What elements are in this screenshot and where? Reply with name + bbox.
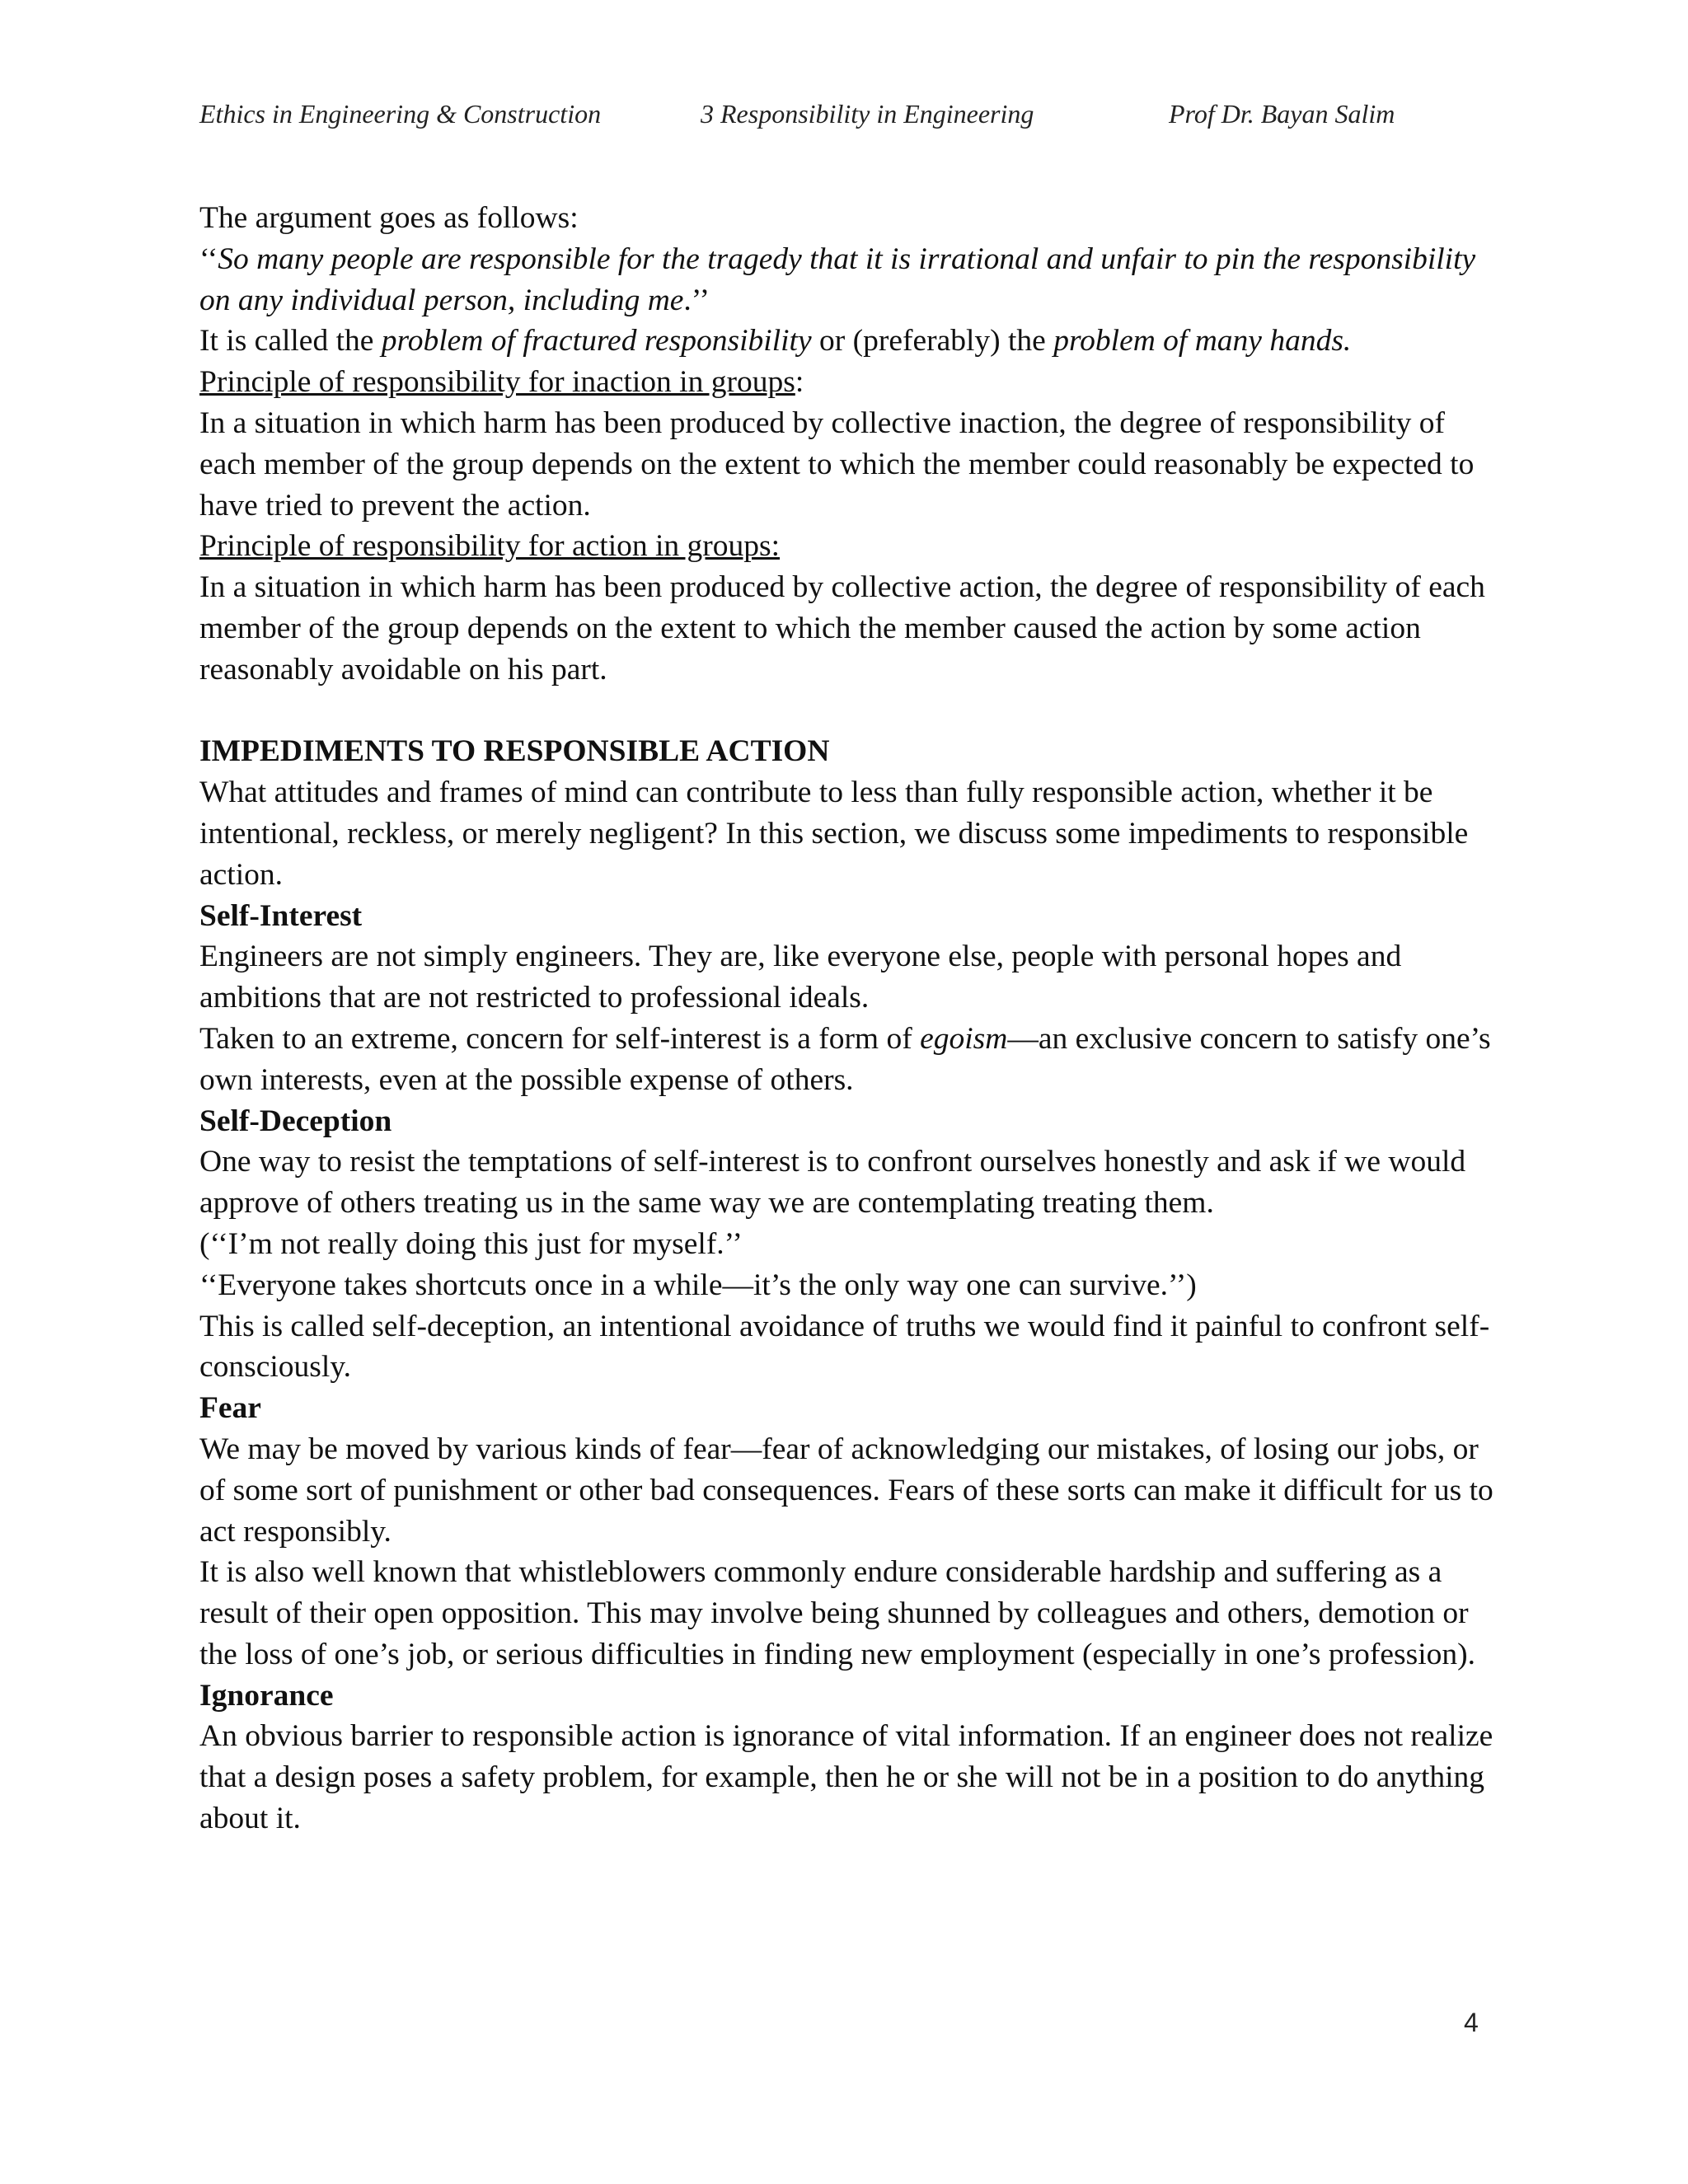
running-header — [199, 99, 1485, 135]
header-course-title: Ethics in Engineering & Construction — [199, 99, 602, 129]
self-deception-paragraph-1: One way to resist the temptations of self-interest is to confront ourselves honestly and ask if we would approve of others treating us in the same way we are contemplating treating them. — [199, 1145, 1466, 1221]
self-deception-quote-1: (‘‘I’m not really doing this just for myself.’’ — [199, 1226, 743, 1261]
impediments-text: What attitudes and frames of mind can contribute to less than fully responsible action, whether it be intentional, reckless, or merely negligent? In this section, we discuss some impediments to responsible action. — [199, 776, 1469, 892]
ignorance-paragraph-1: An obvious barrier to responsible action is ignorance of vital information. If an engineer does not realize that a design poses a safety problem, for example, then he or she will not be in a position to do anything about it. — [199, 1719, 1493, 1836]
argument-quote — [199, 239, 1502, 321]
subheading-self-deception: Self-Deception — [199, 1104, 392, 1138]
fear-paragraph-1: We may be moved by various kinds of fear—fear of acknowledging our mistakes, of losing our jobs, or of some sort of punishment or other bad consequences. Fears of these sorts can make it difficult for us to act responsibly. — [199, 1432, 1493, 1549]
problem-naming-mid: or (preferably) the — [811, 324, 1054, 359]
principle-inaction-title — [199, 362, 1502, 403]
subheading-self-interest: Self-Interest — [199, 898, 363, 933]
page-number: 4 — [1464, 2008, 1479, 2037]
term-many-hands: problem of many hands. — [1053, 324, 1352, 359]
page-body — [199, 198, 1502, 1840]
principle-inaction-label: Principle of responsibility for inaction in groups — [199, 365, 795, 400]
principle-action-text: In a situation in which harm has been produced by collective action, the degree of responsibility of each member of the group depends on the extent to which the member caused the action by some action reasonably avoidable on his part. — [199, 570, 1485, 687]
principle-action-label: Principle of responsibility for action in groups: — [199, 529, 781, 564]
self-interest-paragraph-1: Engineers are not simply engineers. They are, like everyone else, people with personal hopes and ambitions that are not restricted to professional ideals. — [199, 940, 1402, 1015]
quote-open-mark: ‘‘ — [199, 241, 218, 276]
subheading-fear: Fear — [199, 1391, 261, 1426]
argument-intro: The argument goes as follows: — [199, 201, 579, 235]
term-fractured-responsibility: problem of fractured responsibility — [381, 324, 812, 359]
principle-action-title — [199, 526, 1502, 567]
self-interest-p2-suffix: —an exclusive concern to satisfy one’s own interests, even at the possible expense of others. — [199, 1021, 1491, 1097]
self-deception-paragraph-2: This is called self-deception, an intentional avoidance of truths we would find it painful to confront self-consciously. — [199, 1309, 1490, 1385]
self-interest-paragraph-2 — [199, 1019, 1502, 1101]
quote-text: So many people are responsible for the tragedy that it is irrational and unfair to pin the responsibility on any individual person, including me — [199, 241, 1476, 317]
principle-inaction-colon: : — [795, 365, 804, 400]
self-interest-p2-prefix: Taken to an extreme, concern for self-interest is a form of — [199, 1021, 921, 1056]
problem-naming — [199, 321, 1502, 362]
paragraph-gap — [199, 691, 1502, 732]
header-chapter-title: 3 Responsibility in Engineering — [701, 99, 1034, 129]
section-heading-impediments: IMPEDIMENTS TO RESPONSIBLE ACTION — [199, 734, 830, 769]
principle-inaction-text: In a situation in which harm has been produced by collective inaction, the degree of responsibility of each member of the group depends on the extent to which the member could reasonably be expected to have tried to prevent the action. — [199, 405, 1475, 523]
term-egoism: egoism — [920, 1021, 1008, 1056]
self-deception-quote-2: ‘‘Everyone takes shortcuts once in a while—it’s the only way one can survive.’’) — [199, 1268, 1197, 1302]
subheading-ignorance: Ignorance — [199, 1678, 334, 1713]
quote-close-mark: .’’ — [683, 283, 710, 317]
header-author: Prof Dr. Bayan Salim — [1169, 99, 1395, 129]
fear-paragraph-2: It is also well known that whistleblowers commonly endure considerable hardship and suffering as a result of their open opposition. This may involve being shunned by colleagues and others, demotion or the loss of one’s job, or serious difficulties in finding new employment (especially in one’s profession). — [199, 1555, 1475, 1671]
problem-naming-prefix: It is called the — [199, 324, 382, 359]
